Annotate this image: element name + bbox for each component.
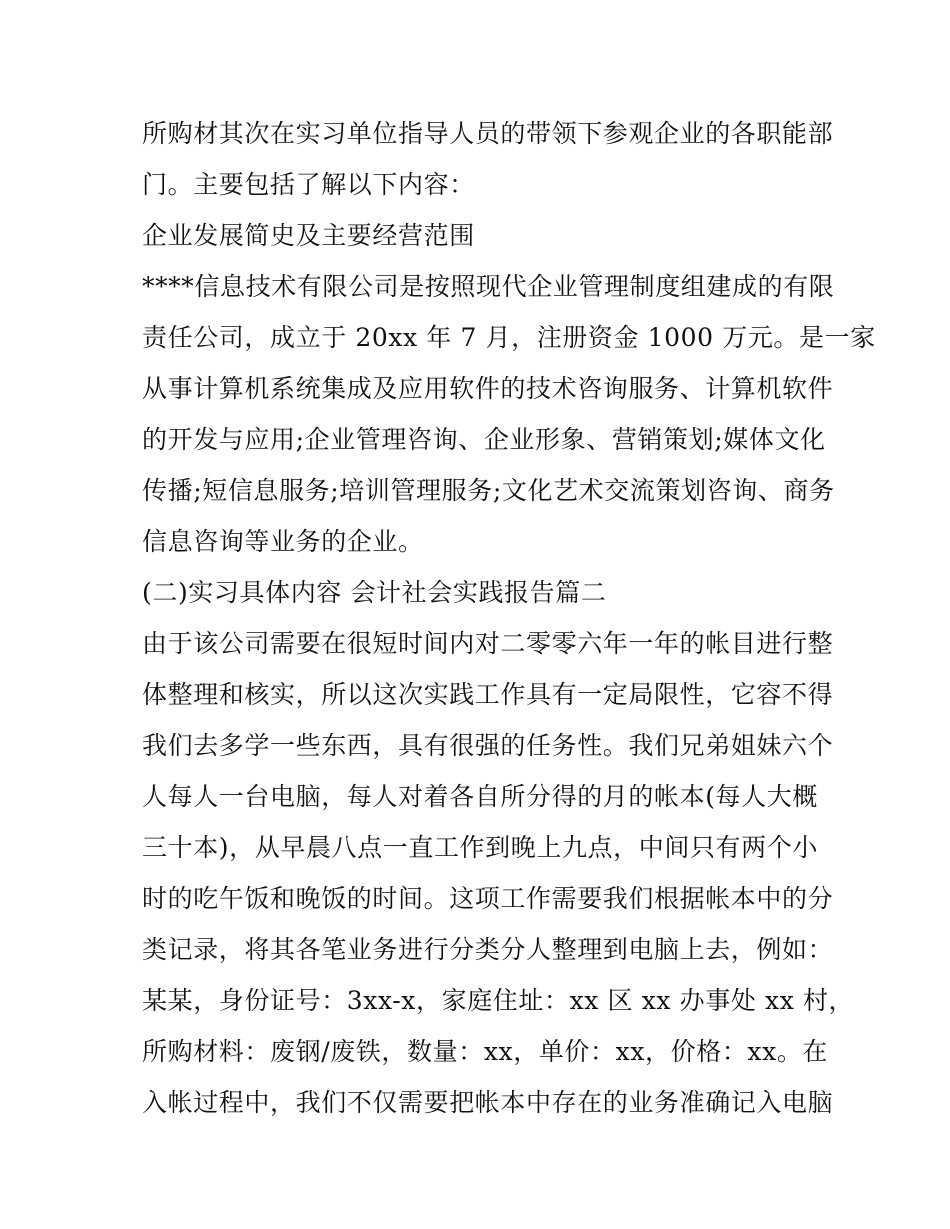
- text-line: 所购材料：废钢/废铁，数量：xx，单价：xx，价格：xx。在: [142, 1037, 829, 1066]
- text-line: 某某，身份证号：3xx-x，家庭住址：xx 区 xx 办事处 xx 村，: [142, 986, 855, 1015]
- text-line: 信息咨询等业务的企业。: [142, 527, 424, 556]
- text-line: 由于该公司需要在很短时间内对二零零六年一年的帐目进行整: [142, 629, 834, 658]
- text-line: 人每人一台电脑，每人对着各自所分得的月的帐本(每人大概: [142, 782, 818, 811]
- text-line: 门。主要包括了解以下内容：: [142, 170, 475, 199]
- section-heading: 企业发展简史及主要经营范围: [142, 221, 475, 250]
- text-line: 从事计算机系统集成及应用软件的技术咨询服务、计算机软件: [142, 374, 834, 403]
- text-line: ****信息技术有限公司是按照现代企业管理制度组建成的有限: [142, 272, 835, 301]
- text-line: 三十本)，从早晨八点一直工作到晚上九点，中间只有两个小: [142, 833, 818, 862]
- text-line: 我们去多学一些东西，具有很强的任务性。我们兄弟姐妹六个: [142, 731, 834, 760]
- text-line: 的开发与应用;企业管理咨询、企业形象、营销策划;媒体文化: [142, 425, 826, 454]
- text-line: 所购材其次在实习单位指导人员的带领下参观企业的各职能部: [142, 119, 834, 148]
- text-line: 时的吃午饭和晚饭的时间。这项工作需要我们根据帐本中的分: [142, 884, 834, 913]
- text-line: 传播;短信息服务;培训管理服务;文化艺术交流策划咨询、商务: [142, 476, 835, 505]
- text-line: 入帐过程中，我们不仅需要把帐本中存在的业务准确记入电脑: [142, 1088, 834, 1117]
- section-heading: (二)实习具体内容 会计社会实践报告篇二: [142, 578, 607, 607]
- document-body: [142, 108, 876, 1128]
- text-line: 类记录，将其各笔业务进行分类分人整理到电脑上去，例如：: [142, 935, 834, 964]
- text-line: 责任公司，成立于 20xx 年 7 月，注册资金 1000 万元。是一家: [142, 323, 876, 352]
- text-line: 体整理和核实，所以这次实践工作具有一定局限性，它容不得: [142, 680, 834, 709]
